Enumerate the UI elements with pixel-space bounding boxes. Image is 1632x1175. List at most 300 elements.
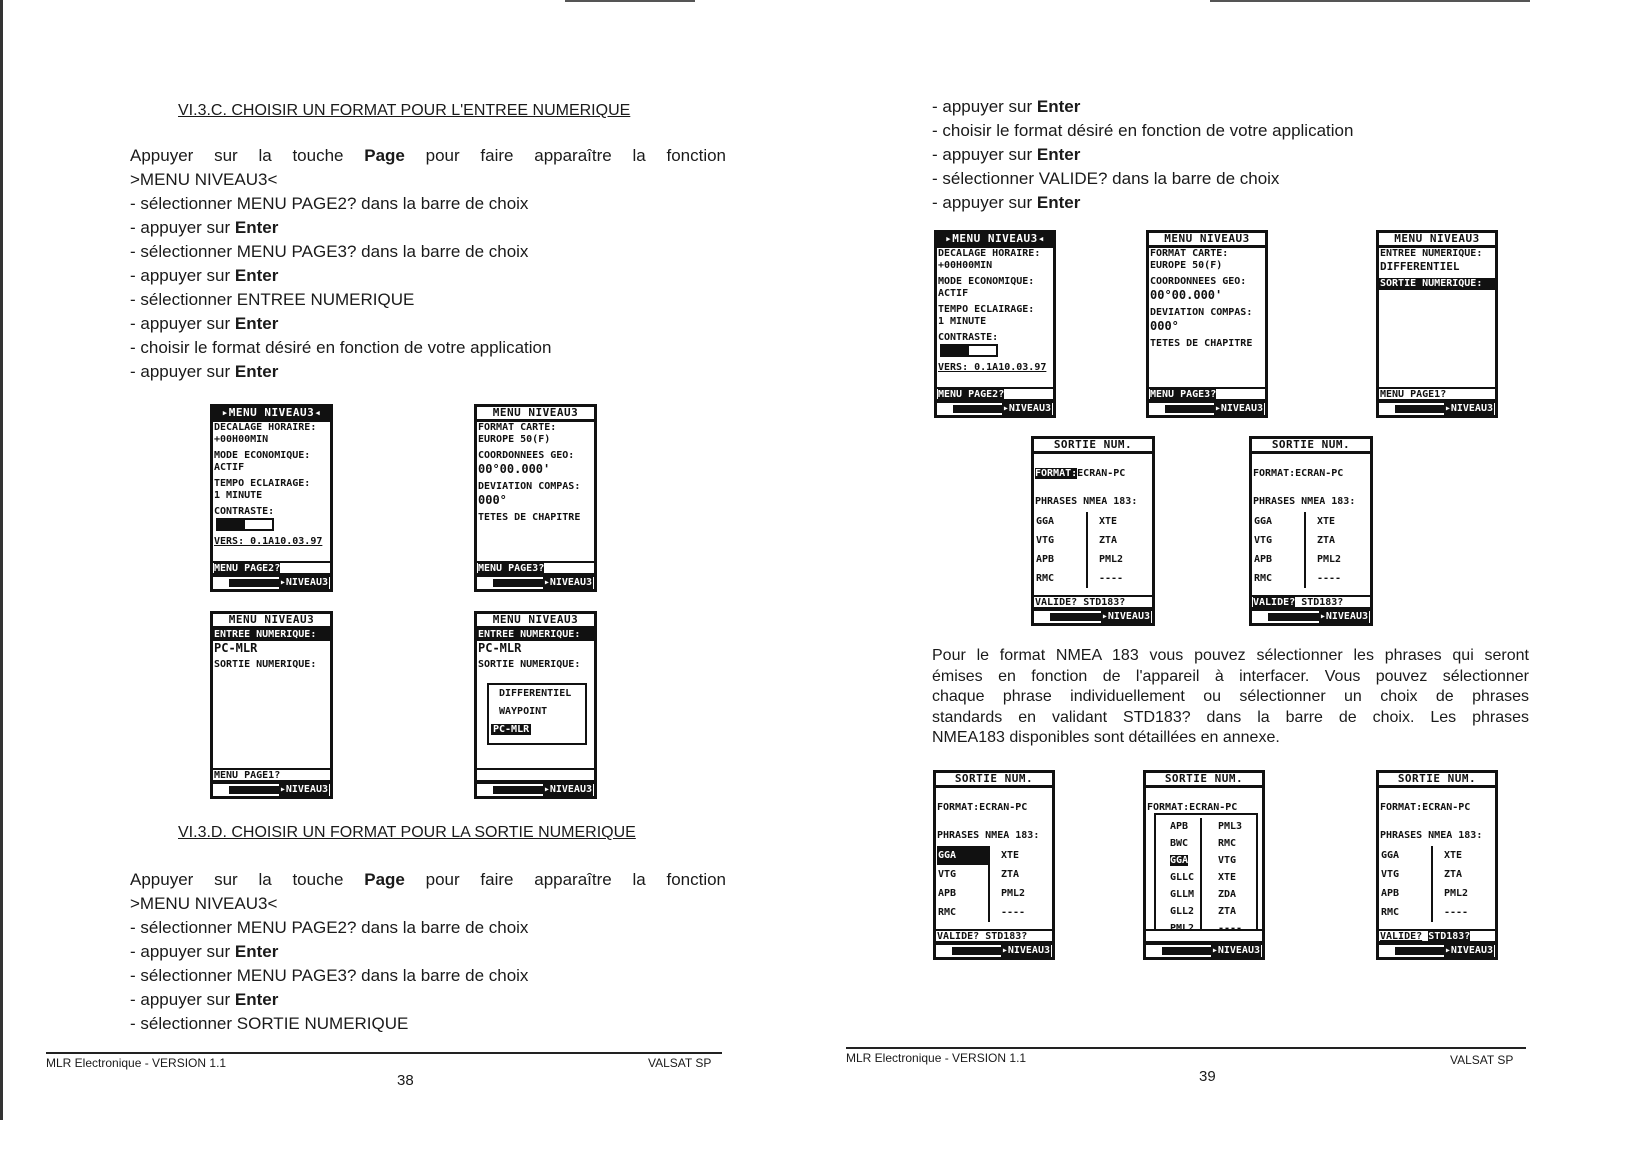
lcd-value: 1 MINUTE <box>938 316 987 327</box>
screen-title: MENU NIVEAU3 <box>1379 233 1495 248</box>
decoration <box>1034 480 1152 496</box>
decoration <box>1379 814 1495 830</box>
decoration <box>1034 454 1152 468</box>
lcd-label: TEMPO ECLAIRAGE: <box>938 304 1035 315</box>
decoration <box>1098 512 1123 588</box>
phrase: VTG <box>1381 869 1400 880</box>
screen-title: MENU NIVEAU3 <box>477 614 594 629</box>
decoration <box>937 344 1053 358</box>
word: Appuyer <box>130 146 194 165</box>
decoration <box>936 802 1052 814</box>
decoration: - appuyer sur <box>130 990 235 1009</box>
screen-title: MENU NIVEAU3 <box>477 407 594 422</box>
popup-option: DIFFERENTIEL <box>499 688 572 699</box>
choice-bar <box>936 929 1052 943</box>
lcd-value: ACTIF <box>938 288 969 299</box>
status-bar <box>937 401 1053 415</box>
niveau-label: ▸NIVEAU3 <box>1214 403 1263 414</box>
popup-phrase: VTG <box>1218 855 1237 866</box>
lcd-label: CONTRASTE: <box>938 332 999 343</box>
status-bar <box>477 575 594 589</box>
choice-item: STD183? <box>1083 597 1126 608</box>
decoration <box>988 846 990 922</box>
lcd-label: PHRASES NMEA 183: <box>1253 496 1356 507</box>
lcd-version: VERS: 0.1A10.03.97 <box>214 535 323 547</box>
phrase: ---- <box>1001 907 1026 918</box>
decoration <box>1200 818 1202 937</box>
word: touche <box>292 146 344 165</box>
popup-phrase: GLL2 <box>1170 906 1195 917</box>
steps-continued <box>932 95 1353 215</box>
lcd-label: COORDONNEES GEO: <box>1150 276 1247 287</box>
decoration <box>1160 852 1200 869</box>
decoration <box>213 518 330 532</box>
lcd-value: EUROPE 50(F) <box>478 434 551 445</box>
word: apparaître <box>534 146 612 165</box>
nmea-paragraph <box>932 646 1529 749</box>
contrast-bar <box>216 518 274 531</box>
lcd-value: PC-MLR <box>478 641 522 655</box>
decoration: - appuyer sur <box>932 145 1037 164</box>
lcd-label: MODE ECONOMIQUE: <box>214 450 311 461</box>
phrase: VTG <box>1036 535 1055 546</box>
decoration: - sélectionner ENTREE NUMERIQUE <box>130 290 415 309</box>
niveau-label: ▸NIVEAU3 <box>543 577 592 588</box>
word: Appuyer <box>130 870 194 889</box>
lcd-value: 1 MINUTE <box>214 490 263 501</box>
format-value: ECRAN-PC <box>1189 802 1238 813</box>
lcd-screen-menu-page3 <box>210 611 333 799</box>
choice-item: STD183? <box>985 931 1028 942</box>
paragraph-line: NMEA183 disponibles sont détaillées en annexe. <box>932 729 1280 746</box>
decoration: Enter <box>234 218 279 237</box>
phrase: GGA <box>1254 516 1273 527</box>
option-popup <box>487 683 587 745</box>
choice-bar <box>477 561 594 575</box>
phrase: XTE <box>1099 516 1118 527</box>
footer-left: MLR Electronique - VERSION 1.1 <box>846 1051 1027 1065</box>
phrase: PML2 <box>1317 554 1342 565</box>
choice-bar <box>213 561 330 575</box>
popup-phrase: ZDA <box>1218 889 1237 900</box>
decoration <box>1000 846 1025 922</box>
phrase-columns <box>1034 512 1152 588</box>
decoration: - appuyer sur <box>932 97 1037 116</box>
scan-edge <box>1210 0 1530 2</box>
phrase: APB <box>1254 554 1273 565</box>
lcd-label: TETES DE CHAPITRE <box>478 512 581 523</box>
intro-paragraph-2 <box>130 868 726 1036</box>
niveau-label: ▸NIVEAU3 <box>1444 403 1493 414</box>
lcd-label: DECALAGE HORAIRE: <box>214 422 317 433</box>
popup-phrase-selected: GGA <box>1170 855 1189 866</box>
word: fonction <box>666 146 727 165</box>
step <box>932 191 1353 215</box>
lcd-label: ENTREE NUMERIQUE: <box>1380 248 1483 259</box>
popup-phrase: BWC <box>1170 838 1189 849</box>
decoration <box>1252 454 1370 468</box>
scan-edge <box>565 0 695 2</box>
phrase: APB <box>1036 554 1055 565</box>
lcd-screen-sortie-format <box>1031 436 1155 626</box>
decoration <box>1379 802 1495 814</box>
phrase: APB <box>938 888 957 899</box>
intro-line <box>130 144 726 168</box>
binding-spine <box>0 0 3 1120</box>
choice-item: VALIDE? <box>1380 931 1423 942</box>
lcd-value: 00°00.000' <box>1150 288 1223 302</box>
lcd-label: SORTIE NUMERIQUE: <box>214 659 317 670</box>
lcd-screen-sortie-phrase-popup <box>1143 770 1265 960</box>
step <box>130 192 726 216</box>
step <box>130 940 726 964</box>
screen-title: SORTIE NUM. <box>1146 773 1262 788</box>
key-page: Page <box>364 870 405 889</box>
decoration <box>1252 512 1304 588</box>
lcd-screen-sortie-gga <box>933 770 1055 960</box>
decoration <box>1034 468 1152 480</box>
phrase: RMC <box>1381 907 1400 918</box>
section-heading-sortie: VI.3.D. CHOISIR UN FORMAT POUR LA SORTIE NUMERIQUE <box>178 824 636 841</box>
phrase-columns <box>1379 846 1495 922</box>
phrase: XTE <box>1317 516 1336 527</box>
niveau-label: ▸NIVEAU3 <box>279 784 328 795</box>
lcd-value: DIFFERENTIEL <box>1380 260 1460 273</box>
decoration: - appuyer sur <box>130 362 235 381</box>
phrase: RMC <box>938 907 957 918</box>
phrase: ZTA <box>1001 869 1020 880</box>
phrase: PML2 <box>1001 888 1026 899</box>
lcd-value: PC-MLR <box>214 641 258 655</box>
phrase: PML2 <box>1099 554 1124 565</box>
phrase: ZTA <box>1317 535 1336 546</box>
niveau-label: ▸NIVEAU3 <box>1444 945 1493 956</box>
choice-selected: MENU PAGE3? <box>1150 389 1217 400</box>
decoration <box>1156 818 1200 937</box>
screen-title: SORTIE NUM. <box>1379 773 1495 788</box>
format-key: FORMAT: <box>1253 468 1296 479</box>
lcd-screen-menu-page3 <box>1376 230 1498 418</box>
decoration <box>936 814 1052 830</box>
status-bar <box>1379 401 1495 415</box>
word: faire <box>480 870 514 889</box>
footer-right: VALSAT SP <box>1450 1053 1514 1067</box>
word: la <box>632 146 646 165</box>
choice-item: VALIDE? <box>937 931 980 942</box>
choice-bar <box>1379 929 1495 943</box>
lcd-value: 00°00.000' <box>478 462 551 476</box>
paragraph-line: standards en validant STD183? dans la barre de choix. Les phrases <box>932 708 1529 726</box>
word: la <box>632 870 646 889</box>
lcd-screen-menu-page1 <box>934 230 1056 418</box>
popup-phrase: RMC <box>1218 838 1237 849</box>
lcd-label: FORMAT CARTE: <box>1150 248 1229 259</box>
page-number: 39 <box>1199 1068 1216 1085</box>
format-key: FORMAT: <box>937 802 980 813</box>
lcd-label: TETES DE CHAPITRE <box>1150 338 1253 349</box>
phrase: XTE <box>1001 850 1020 861</box>
format-key: FORMAT: <box>1147 802 1190 813</box>
status-bar <box>1379 943 1495 957</box>
decoration <box>491 721 585 739</box>
lcd-label-selected: ENTREE NUMERIQUE: <box>477 629 594 641</box>
format-value: ECRAN-PC <box>1077 468 1126 479</box>
lcd-screen-menu-page3-popup <box>474 611 597 799</box>
status-bar <box>477 782 594 796</box>
step <box>130 216 726 240</box>
phrase: PML2 <box>1444 888 1469 899</box>
status-bar <box>1149 401 1265 415</box>
choice-bar <box>1146 929 1262 943</box>
choice-bar <box>1379 387 1495 401</box>
step <box>130 988 726 1012</box>
decoration <box>1316 512 1341 588</box>
word: sur <box>214 870 238 889</box>
step <box>932 143 1353 167</box>
key-page: Page <box>364 146 405 165</box>
lcd-label-selected: SORTIE NUMERIQUE: <box>1379 278 1495 290</box>
lcd-label: SORTIE NUMERIQUE: <box>478 659 581 670</box>
format-value: ECRAN-PC <box>1295 468 1344 479</box>
decoration <box>1379 788 1495 802</box>
footer-rule <box>846 1047 1526 1049</box>
screen-title: SORTIE NUM. <box>1034 439 1152 454</box>
phrase: RMC <box>1254 573 1273 584</box>
phrase: GGA <box>1036 516 1055 527</box>
lcd-screen-menu-page1 <box>210 404 333 592</box>
menu-name: >MENU NIVEAU3< <box>130 894 278 913</box>
format-value: ECRAN-PC <box>979 802 1028 813</box>
lcd-label: DEVIATION COMPAS: <box>478 481 581 492</box>
lcd-value: EUROPE 50(F) <box>1150 260 1223 271</box>
step <box>932 119 1353 143</box>
word: pour <box>425 870 460 889</box>
phrase: ---- <box>1317 573 1342 584</box>
lcd-label: MODE ECONOMIQUE: <box>938 276 1035 287</box>
lcd-version: VERS: 0.1A10.03.97 <box>938 361 1047 373</box>
lcd-label: FORMAT CARTE: <box>478 422 557 433</box>
decoration: Enter <box>234 362 279 381</box>
lcd-label: DECALAGE HORAIRE: <box>938 248 1041 259</box>
step <box>130 264 726 288</box>
decoration <box>1146 788 1262 802</box>
screen-title: MENU NIVEAU3 <box>1149 233 1265 248</box>
decoration: Enter <box>234 990 279 1009</box>
status-bar <box>1252 609 1370 623</box>
intro-paragraph <box>130 144 726 384</box>
decoration <box>936 788 1052 802</box>
step <box>130 964 726 988</box>
decoration: - choisir le format désiré en fonction de votre application <box>932 121 1354 140</box>
choice-bar <box>937 387 1053 401</box>
niveau-label: ▸NIVEAU3 <box>1211 945 1260 956</box>
footer-rule <box>46 1052 722 1054</box>
menu-name: >MENU NIVEAU3< <box>130 170 278 189</box>
choice-item: MENU PAGE1? <box>214 770 281 781</box>
choice-bar <box>1252 595 1370 609</box>
contrast-fill <box>942 346 969 355</box>
phrase-columns <box>936 846 1052 922</box>
choice-selected: MENU PAGE2? <box>214 563 281 574</box>
niveau-label: ▸NIVEAU3 <box>1101 611 1150 622</box>
lcd-label-selected: ENTREE NUMERIQUE: <box>213 629 330 641</box>
decoration: - sélectionner SORTIE NUMERIQUE <box>130 1014 409 1033</box>
popup-phrase: APB <box>1170 821 1189 832</box>
phrase: ZTA <box>1444 869 1463 880</box>
step <box>130 1012 726 1036</box>
page-number: 38 <box>397 1072 414 1089</box>
decoration: - sélectionner MENU PAGE2? dans la barre de choix <box>130 918 529 937</box>
choice-selected: MENU PAGE3? <box>478 563 545 574</box>
screen-title: ▸MENU NIVEAU3◂ <box>937 233 1053 248</box>
decoration: - appuyer sur <box>130 266 235 285</box>
popup-phrase: GLLC <box>1170 872 1195 883</box>
lcd-value: 000° <box>478 493 507 507</box>
status-bar <box>213 575 330 589</box>
lcd-screen-menu-page2 <box>1146 230 1268 418</box>
decoration <box>1156 815 1256 937</box>
choice-item: MENU PAGE1? <box>1380 389 1447 400</box>
step <box>130 240 726 264</box>
decoration <box>1431 846 1433 922</box>
decoration <box>936 846 988 922</box>
phrase: GGA <box>1381 850 1400 861</box>
lcd-label: PHRASES NMEA 183: <box>1380 830 1483 841</box>
niveau-label: ▸NIVEAU3 <box>1001 945 1050 956</box>
phrase: XTE <box>1444 850 1463 861</box>
phrase: ---- <box>1444 907 1469 918</box>
step <box>130 312 726 336</box>
phrase: VTG <box>1254 535 1273 546</box>
word: faire <box>480 146 514 165</box>
screen-title: SORTIE NUM. <box>1252 439 1370 454</box>
decoration: - sélectionner MENU PAGE2? dans la barre de choix <box>130 194 529 213</box>
lcd-value: +00H00MIN <box>214 434 269 445</box>
decoration: Enter <box>1036 145 1081 164</box>
choice-selected: STD183? <box>1428 931 1471 942</box>
decoration <box>1304 512 1306 588</box>
paragraph-line: Pour le format NMEA 183 vous pouvez sélectionner les phrases qui seront <box>932 647 1529 664</box>
decoration: - sélectionner MENU PAGE3? dans la barre de choix <box>130 242 529 261</box>
footer-left: MLR Electronique - VERSION 1.1 <box>46 1056 227 1070</box>
phrase: ---- <box>1099 573 1124 584</box>
status-bar <box>1034 609 1152 623</box>
phrase: ZTA <box>1099 535 1118 546</box>
decoration <box>1268 613 1326 621</box>
footer-right: VALSAT SP <box>648 1056 712 1070</box>
word: apparaître <box>534 870 612 889</box>
screen-title: ▸MENU NIVEAU3◂ <box>213 407 330 422</box>
decoration <box>1086 512 1088 588</box>
decoration: - choisir le format désiré en fonction de votre application <box>130 338 552 357</box>
word: sur <box>214 146 238 165</box>
paragraph-line: chaque phrase individuellement ou sélectionner un choix de phrases <box>932 688 1529 705</box>
decoration: - appuyer sur <box>130 314 235 333</box>
phrase-popup <box>1154 813 1258 943</box>
decoration: - sélectionner VALIDE? dans la barre de choix <box>932 169 1280 188</box>
word: la <box>258 870 272 889</box>
step <box>130 360 726 384</box>
decoration <box>1050 613 1108 621</box>
step <box>130 916 726 940</box>
decoration: Enter <box>234 314 279 333</box>
word: pour <box>425 146 460 165</box>
lcd-label: PHRASES NMEA 183: <box>1035 496 1138 507</box>
step <box>932 95 1353 119</box>
lcd-label: TEMPO ECLAIRAGE: <box>214 478 311 489</box>
decoration: - appuyer sur <box>130 942 235 961</box>
choice-selected: VALIDE? <box>1253 597 1296 608</box>
paragraph-line: émises en fonction de l'appareil à interfacer. Vous pouvez sélectionner <box>932 667 1529 685</box>
choice-item: STD183? <box>1301 597 1344 608</box>
step <box>130 336 726 360</box>
decoration: - appuyer sur <box>130 218 235 237</box>
decoration: Enter <box>234 942 279 961</box>
popup-phrase: XTE <box>1218 872 1237 883</box>
step <box>130 288 726 312</box>
phrase-selected: GGA <box>937 846 988 865</box>
step <box>932 167 1353 191</box>
contrast-bar <box>940 344 998 357</box>
choice-selected: MENU PAGE2? <box>938 389 1005 400</box>
popup-phrase: PML3 <box>1218 821 1243 832</box>
lcd-label: PHRASES NMEA 183: <box>937 830 1040 841</box>
intro-line <box>130 868 726 892</box>
popup-option: WAYPOINT <box>499 706 548 717</box>
choice-bar <box>477 768 594 782</box>
choice-item: VALIDE? <box>1035 597 1078 608</box>
popup-option-selected: PC-MLR <box>493 724 530 735</box>
decoration: Enter <box>1036 193 1081 212</box>
decoration <box>1252 480 1370 496</box>
lcd-label: CONTRASTE: <box>214 506 275 517</box>
lcd-value: ACTIF <box>214 462 245 473</box>
status-bar <box>213 782 330 796</box>
lcd-screen-menu-page2 <box>474 404 597 592</box>
choice-bar <box>1034 595 1152 609</box>
popup-phrase: GLLM <box>1170 889 1195 900</box>
decoration <box>1443 846 1468 922</box>
decoration: Enter <box>1036 97 1081 116</box>
contrast-fill <box>218 520 245 529</box>
word: la <box>258 146 272 165</box>
format-value: ECRAN-PC <box>1422 802 1471 813</box>
niveau-label: ▸NIVEAU3 <box>1002 403 1051 414</box>
niveau-label: ▸NIVEAU3 <box>543 784 592 795</box>
format-key: FORMAT: <box>1380 802 1423 813</box>
word: fonction <box>666 870 727 889</box>
lcd-value: +00H00MIN <box>938 260 993 271</box>
section-heading-entree: VI.3.C. CHOISIR UN FORMAT POUR L'ENTREE NUMERIQUE <box>178 102 631 119</box>
lcd-label: COORDONNEES GEO: <box>478 450 575 461</box>
word: touche <box>292 870 344 889</box>
choice-bar <box>1149 387 1265 401</box>
popup-phrase: ZTA <box>1218 906 1237 917</box>
niveau-label: ▸NIVEAU3 <box>1319 611 1368 622</box>
screen-title: MENU NIVEAU3 <box>213 614 330 629</box>
decoration: - sélectionner MENU PAGE3? dans la barre de choix <box>130 966 529 985</box>
phrase-columns <box>1252 512 1370 588</box>
phrase: APB <box>1381 888 1400 899</box>
lcd-label: DEVIATION COMPAS: <box>1150 307 1253 318</box>
phrase: RMC <box>1036 573 1055 584</box>
decoration: Enter <box>234 266 279 285</box>
lcd-screen-sortie-valide <box>1249 436 1373 626</box>
niveau-label: ▸NIVEAU3 <box>279 577 328 588</box>
decoration <box>1252 468 1370 480</box>
status-bar <box>1146 943 1262 957</box>
decoration: - appuyer sur <box>932 193 1037 212</box>
